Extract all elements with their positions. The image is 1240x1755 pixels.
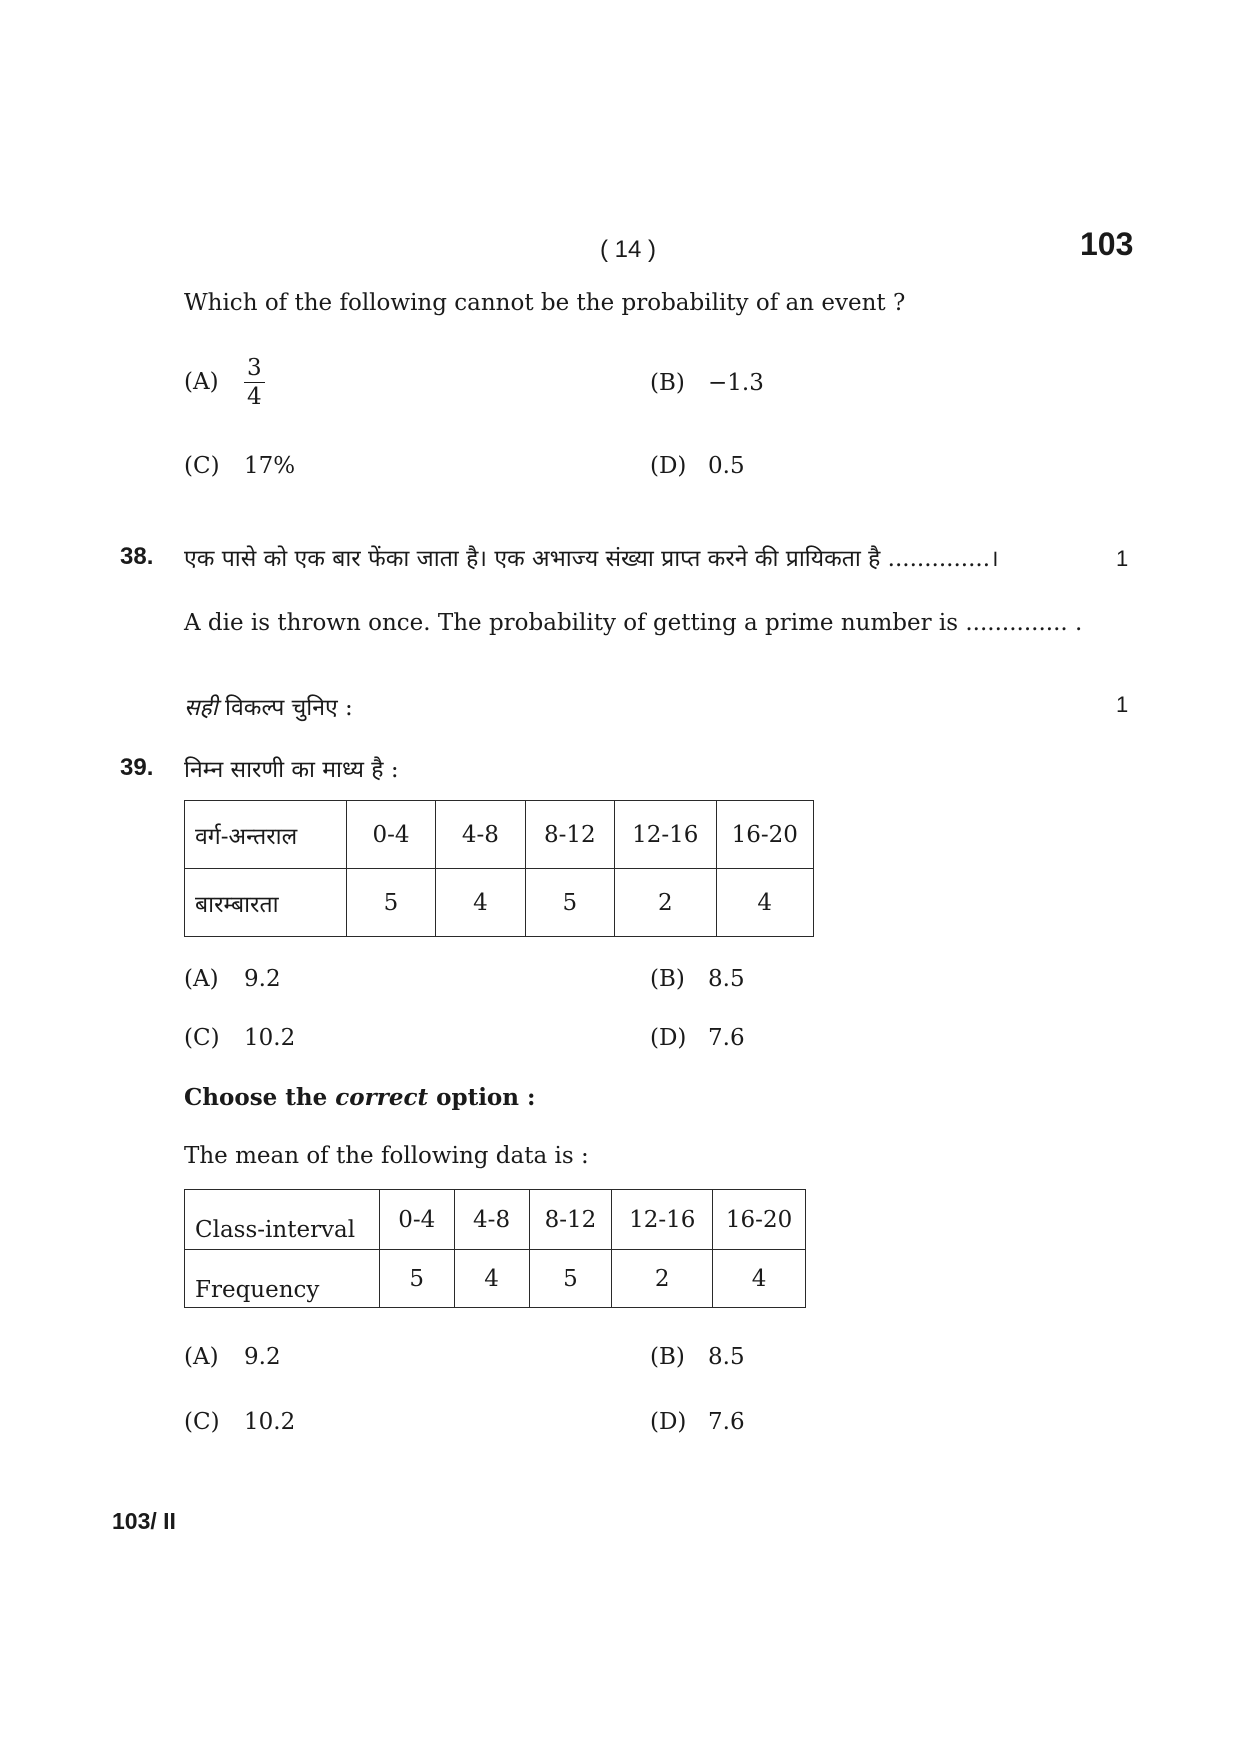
option-label: (D) (650, 453, 687, 479)
q38-question-hi: एक पासे को एक बार फेंका जाता है। एक अभाज्य संख्या प्राप्त करने की प्रायिकता है ..............। (184, 546, 999, 572)
table-cell: 12-16 (612, 1190, 713, 1250)
q39-question-en: The mean of the following data is : (184, 1143, 589, 1169)
q39-en-option-d (650, 1409, 745, 1435)
q37-question-en: Which of the following cannot be the probability of an event ? (184, 290, 906, 316)
q39-hi-option-b (650, 966, 745, 992)
fraction (244, 356, 265, 409)
q37-option-c (184, 453, 295, 479)
option-value: 7.6 (708, 1409, 745, 1435)
option-label: (C) (184, 1025, 220, 1051)
frequency-table-hi (184, 800, 814, 937)
page-number: ( 14 ) (600, 236, 657, 263)
table-row (185, 1250, 806, 1308)
table-row (185, 801, 814, 869)
table-cell: 16-20 (716, 801, 814, 869)
instruction-emphasis: सही (184, 695, 218, 721)
table-cell: 8-12 (529, 1190, 612, 1250)
option-value: 7.6 (708, 1025, 745, 1051)
table-row (185, 869, 814, 937)
option-label: (B) (650, 966, 685, 992)
table-cell: 4 (436, 869, 525, 937)
option-value: 10.2 (244, 1025, 296, 1051)
table-cell: 4 (716, 869, 814, 937)
footer-paper-code: 103/ II (112, 1508, 176, 1534)
q39-hi-option-a (184, 966, 281, 992)
q38-number: 38. (120, 543, 154, 570)
table-cell: 4 (713, 1250, 806, 1308)
table-cell: 0-4 (346, 801, 435, 869)
option-value: 9.2 (244, 1344, 281, 1370)
option-value: 17% (244, 453, 296, 479)
instruction-text: विकल्प चुनिए : (217, 695, 353, 721)
q37-option-a (184, 356, 265, 409)
table-row-header: Class-interval (185, 1190, 380, 1250)
q39-instruction-en (184, 1084, 536, 1111)
q37-option-d (650, 453, 745, 479)
option-label: (B) (650, 1344, 685, 1370)
q39-en-option-b (650, 1344, 745, 1370)
q39-number: 39. (120, 754, 154, 781)
table-row-header: Frequency (185, 1250, 380, 1308)
option-value: 8.5 (708, 1344, 745, 1370)
table-cell: 5 (346, 869, 435, 937)
q39-en-option-a (184, 1344, 281, 1370)
option-label: (D) (650, 1409, 687, 1435)
option-label: (C) (184, 1409, 220, 1435)
q39-hi-option-c (184, 1025, 295, 1051)
table-cell: 5 (525, 869, 614, 937)
q37-option-b (650, 370, 764, 396)
fraction-numerator: 3 (244, 356, 265, 383)
table-cell: 4-8 (454, 1190, 529, 1250)
table-cell: 5 (379, 1250, 454, 1308)
table-cell: 16-20 (713, 1190, 806, 1250)
q38-marks: 1 (1116, 546, 1129, 571)
option-label: (A) (184, 368, 219, 395)
instruction-text: Choose the (184, 1084, 336, 1111)
option-label: (C) (184, 453, 220, 479)
instruction-text: option : (428, 1084, 536, 1111)
table-cell: 12-16 (615, 801, 716, 869)
table-row-header: वर्ग-अन्तराल (185, 801, 347, 869)
fraction-denominator: 4 (247, 384, 262, 411)
table-row-header: बारम्बारता (185, 869, 347, 937)
table-cell: 5 (529, 1250, 612, 1308)
table-cell: 0-4 (379, 1190, 454, 1250)
q39-question-hi: निम्न सारणी का माध्य है : (184, 757, 399, 783)
table-cell: 4-8 (436, 801, 525, 869)
q38-question-en: A die is thrown once. The probability of getting a prime number is .............. . (184, 610, 1083, 636)
q39-hi-option-d (650, 1025, 745, 1051)
option-value: 9.2 (244, 966, 281, 992)
option-value: 10.2 (244, 1409, 296, 1435)
option-value: 8.5 (708, 966, 745, 992)
q39-marks: 1 (1116, 692, 1129, 717)
option-label: (A) (184, 966, 219, 992)
q39-en-option-c (184, 1409, 295, 1435)
option-label: (A) (184, 1344, 219, 1370)
table-cell: 2 (612, 1250, 713, 1308)
instruction-emphasis: correct (335, 1084, 429, 1111)
frequency-table-en (184, 1189, 806, 1308)
table-row (185, 1190, 806, 1250)
q39-instruction-hi (184, 690, 353, 722)
table-cell: 4 (454, 1250, 529, 1308)
option-value: 0.5 (708, 453, 745, 479)
option-label: (D) (650, 1025, 687, 1051)
option-value: −1.3 (708, 370, 764, 396)
table-cell: 8-12 (525, 801, 614, 869)
option-label: (B) (650, 370, 685, 396)
table-cell: 2 (615, 869, 716, 937)
paper-code: 103 (1080, 226, 1134, 262)
